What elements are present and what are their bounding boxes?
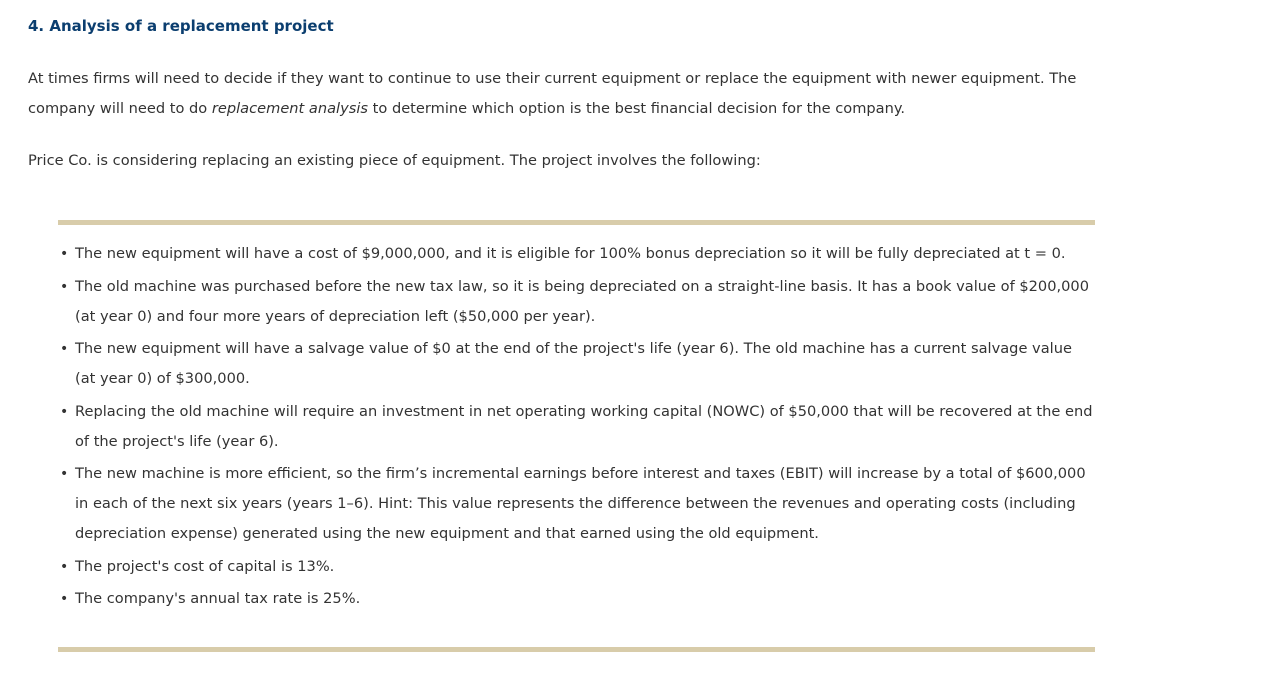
scenario-paragraph: Price Co. is considering replacing an existing piece of equipment. The project involves the following: [28,152,761,169]
list-item-text: The new equipment will have a cost of $9,000,000, and it is eligible for 100% bonus depreciation so it will be fully depreciated at t = 0. [75,245,1066,262]
list-item [58,272,1095,332]
list-item [58,584,1095,614]
intro-paragraph [28,64,1118,124]
bullet-icon: • [60,591,69,607]
intro-text-end: to determine which option is the best financial decision for the company. [368,100,906,117]
list-item-text: The new machine is more efficient, so the firm’s incremental earnings before interest and taxes (EBIT) will increase by a total of $600,000 in each of the next six years (years 1–6). Hint: This value represents the difference between the revenues and operating costs (including depreciation expense) generated using the new equipment and that earned using the old equipment. [75,465,1086,542]
list-item [58,239,1095,269]
bullet-icon: • [60,246,69,262]
list-item-text: The new equipment will have a salvage value of $0 at the end of the project's life (year 6). The old machine has a current salvage value (at year 0) of $300,000. [75,340,1072,387]
bullet-icon: • [60,558,69,575]
list-item [58,334,1095,394]
list-item-text: The project's cost of capital is 13%. [75,557,335,575]
bullet-icon: • [60,403,69,420]
list-item-text: The old machine was purchased before the new tax law, so it is being depreciated on a straight-line basis. It has a book value of $200,000 (at year 0) and four more years of depreciation left ($50,000 per year). [75,277,1089,325]
assumptions-list [58,239,1095,617]
list-item-text: The company's annual tax rate is 25%. [75,590,361,607]
bullet-icon: • [60,466,69,482]
list-item [58,552,1095,582]
intro-emphasis: replacement analysis [211,100,369,117]
list-item [58,397,1095,457]
intro-text-start: At times firms will need to decide if they want to continue to use their current equipment or replace the equipment with newer equipment. The company will need to do [28,70,1077,117]
page-title: 4. Analysis of a replacement project [28,17,334,35]
assumptions-box [58,220,1095,652]
bullet-icon: • [60,278,69,295]
list-item [58,459,1095,549]
list-item-text: Replacing the old machine will require an investment in net operating working capital (NOWC) of $50,000 that will be recovered at the end of the project's life (year 6). [75,402,1093,450]
bullet-icon: • [60,341,69,357]
